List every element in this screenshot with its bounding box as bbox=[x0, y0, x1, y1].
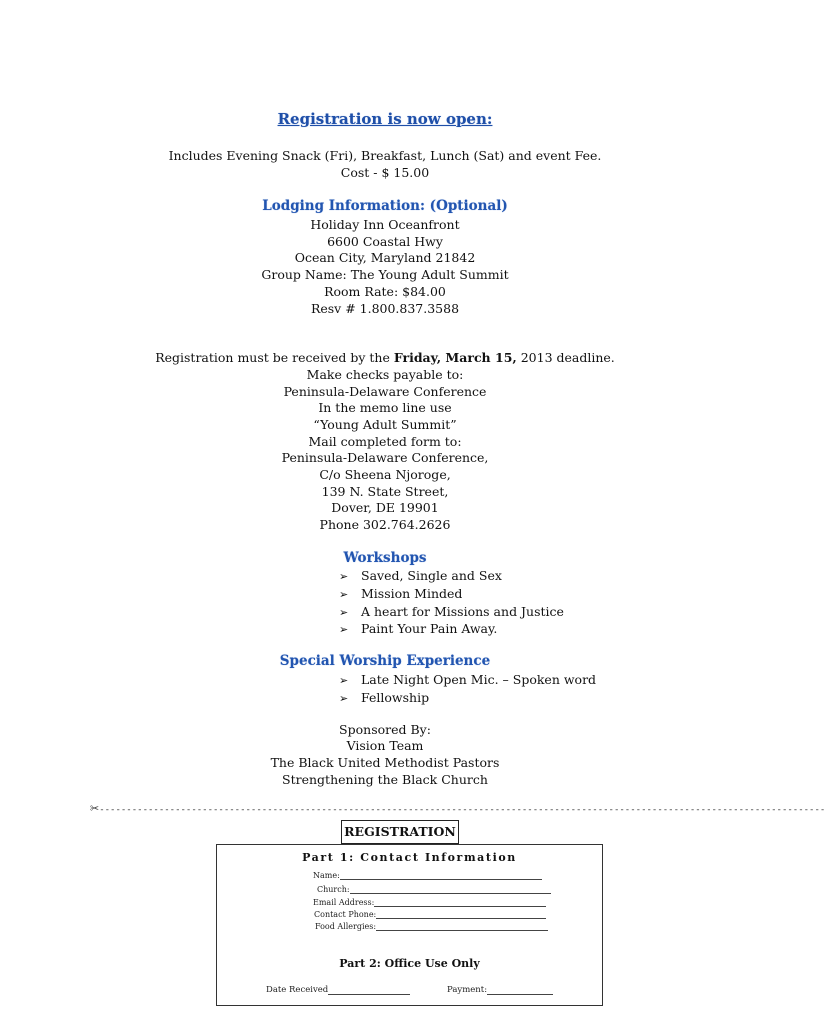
list-item: ➢ Late Night Open Mic. – Spoken word bbox=[339, 672, 596, 690]
date-received-field[interactable]: Date Received bbox=[266, 985, 410, 995]
scissors-icon: ✂ bbox=[90, 802, 100, 815]
lodging-heading: Lodging Information: (Optional) bbox=[262, 198, 508, 214]
mail-line: “Young Adult Summit” bbox=[313, 417, 457, 432]
lodging-line: Holiday Inn Oceanfront bbox=[310, 217, 460, 232]
food-allergies-field[interactable]: Food Allergies: bbox=[315, 922, 548, 931]
workshops-heading: Workshops bbox=[343, 550, 427, 566]
mail-line: C/o Sheena Njoroge, bbox=[319, 467, 451, 482]
payment-field[interactable]: Payment: bbox=[447, 985, 553, 995]
lodging-line: Resv # 1.800.837.3588 bbox=[310, 301, 460, 316]
lodging-line: Room Rate: $84.00 bbox=[324, 284, 446, 299]
arrow-bullet-icon: ➢ bbox=[339, 691, 349, 705]
arrow-bullet-icon: ➢ bbox=[339, 587, 349, 601]
deadline-prefix: Registration must be received by the bbox=[155, 350, 394, 365]
arrow-bullet-icon: ➢ bbox=[339, 623, 349, 637]
church-field[interactable]: Church: bbox=[317, 885, 551, 894]
sponsor-line: The Black United Methodist Pastors bbox=[270, 755, 500, 770]
arrow-bullet-icon: ➢ bbox=[339, 674, 349, 687]
sponsor-line: Sponsored By: bbox=[339, 722, 431, 737]
mail-line: Peninsula-Delaware Conference bbox=[283, 384, 487, 399]
mail-line: In the memo line use bbox=[318, 400, 452, 415]
registration-form bbox=[216, 844, 603, 1006]
sponsor-line: Strengthening the Black Church bbox=[282, 772, 488, 787]
list-item: ➢ Mission Minded bbox=[339, 586, 564, 604]
deadline-line bbox=[0, 350, 770, 367]
arrow-bullet-icon: ➢ bbox=[339, 570, 349, 583]
includes-text: Includes Evening Snack (Fri), Breakfast, Lunch (Sat) and event Fee. bbox=[168, 148, 602, 163]
workshops-list bbox=[339, 568, 564, 639]
registration-heading: Registration is now open: bbox=[277, 110, 493, 128]
name-field[interactable]: Name: bbox=[313, 871, 542, 880]
list-item: ➢ Paint Your Pain Away. bbox=[339, 621, 564, 639]
cut-line: ✂-------------------------------------------------------------------------------------------------------------------------------------- bbox=[90, 802, 825, 815]
list-item: ➢ A heart for Missions and Justice bbox=[339, 604, 564, 622]
phone-line: Phone 302.764.2626 bbox=[319, 517, 451, 532]
registration-title: REGISTRATION bbox=[341, 820, 459, 844]
lodging-line: 6600 Coastal Hwy bbox=[327, 234, 443, 249]
mail-line: Dover, DE 19901 bbox=[331, 500, 439, 515]
cost-text: Cost - $ 15.00 bbox=[340, 165, 430, 180]
deadline-date: Friday, March 15, bbox=[393, 350, 517, 365]
worship-heading: Special Worship Experience bbox=[279, 653, 491, 669]
part2-heading: Part 2: Office Use Only bbox=[339, 957, 480, 970]
lodging-line: Group Name: The Young Adult Summit bbox=[261, 267, 509, 282]
phone-field[interactable]: Contact Phone: bbox=[314, 910, 546, 919]
worship-list bbox=[339, 672, 596, 708]
mail-line: Peninsula-Delaware Conference, bbox=[281, 450, 489, 465]
list-item: ➢ Saved, Single and Sex bbox=[339, 568, 564, 586]
mail-line: Mail completed form to: bbox=[308, 434, 462, 449]
part1-heading: Part 1: Contact Information bbox=[302, 851, 517, 864]
mail-line: 139 N. State Street, bbox=[321, 484, 449, 499]
deadline-suffix: 2013 deadline. bbox=[516, 350, 615, 365]
mail-line: Make checks payable to: bbox=[306, 367, 464, 382]
sponsor-line: Vision Team bbox=[346, 738, 424, 753]
list-item: ➢ Fellowship bbox=[339, 690, 596, 708]
email-field[interactable]: Email Address: bbox=[313, 898, 546, 907]
lodging-line: Ocean City, Maryland 21842 bbox=[294, 250, 476, 265]
arrow-bullet-icon: ➢ bbox=[339, 605, 349, 619]
